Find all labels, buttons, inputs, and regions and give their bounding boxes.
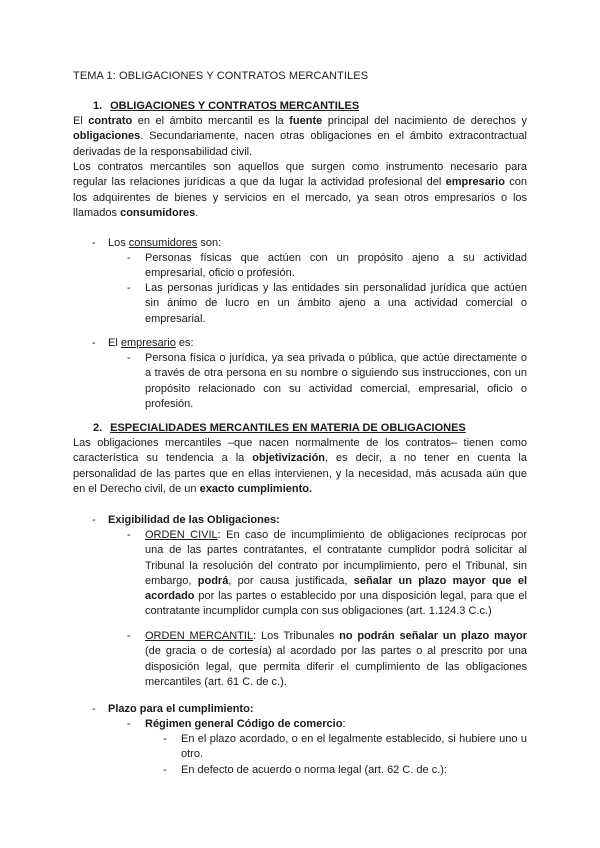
exigibilidad-heading: Exigibilidad de las Obligaciones: bbox=[108, 514, 280, 526]
empresario-item-1: Persona física o jurídica, ya sea privada o pública, que actúe directamente o a través de otra persona en su nombre o siguiendo sus instrucciones, con un propósito relacionado con su actividad comercial, empresarial, oficio o profesión. bbox=[145, 352, 527, 410]
section-1-title: OBLIGACIONES Y CONTRATOS MERCANTILES bbox=[110, 100, 360, 112]
consumidores-item-1: Personas físicas que actúen con un propósito ajeno a su actividad empresarial, oficio o profesión. bbox=[145, 252, 527, 280]
orden-mercantil-item: ORDEN MERCANTIL: Los Tribunales no podrán señalar un plazo mayor (de gracia o de cortesía) al acordado por las partes o al prescrito por una disposición legal, que permita diferir el cumplimiento de las obligaciones mercantiles (art. 61 C. de c.). bbox=[145, 630, 527, 688]
section-1-number: 1. bbox=[93, 100, 103, 112]
empresario-label: El empresario es: bbox=[108, 337, 194, 349]
section-2-heading bbox=[93, 421, 466, 436]
consumidores-item-2: Las personas jurídicas y las entidades sin personalidad jurídica que actúen sin ánimo de lucro en un ámbito ajeno a una actividad comercial o empresarial. bbox=[145, 282, 527, 325]
orden-civil-item: ORDEN CIVIL: En caso de incumplimiento de obligaciones recíprocas por una de las partes contratantes, el contratante cumplidor podrá solicitar al Tribunal la resolución del contrato por incumplimiento, pero el Tribunal, sin embargo, podrá, por causa justificada, señalar un plazo mayor que el acordado por las partes o establecido por una disposición legal, para que el contratante incumplidor cumpla con sus obligaciones (art. 1.124.3 C.c.) bbox=[145, 529, 527, 618]
consumidores-label: Los consumidores son: bbox=[108, 237, 222, 249]
document-title: TEMA 1: OBLIGACIONES Y CONTRATOS MERCANTILES bbox=[73, 70, 369, 82]
section-1-heading bbox=[93, 99, 359, 114]
section-2-title: ESPECIALIDADES MERCANTILES EN MATERIA DE OBLIGACIONES bbox=[110, 422, 466, 434]
regimen-general-heading: Régimen general Código de comercio: bbox=[145, 718, 346, 730]
section-1-paragraph-1: El contrato en el ámbito mercantil es la fuente principal del nacimiento de derechos y obligaciones. Secundariamente, nacen otras obligaciones en el ámbito extracontractual derivadas de la responsabilidad civil. bbox=[73, 115, 527, 158]
document-page: TEMA 1: OBLIGACIONES Y CONTRATOS MERCANTILES 1. OBLIGACIONES Y CONTRATOS MERCANTILES El contrato en el ámbito mercantil es la fuente principal del nacimiento de derechos y obligaciones. Secundariamente, nacen otras obligaciones en el ámbito extracontractual derivadas de la responsabilidad civil. Los contratos mercantiles son aquellos que surgen como instrumento necesario para regular las relaciones jurídicas a que da lugar la actividad profesional del empresario con los adquirentes de bienes y servicios en el mercado, ya sean otros empresarios o los llamados consumidores. - Los consumidores son: - Personas físicas que actúen con un propósito ajeno a su actividad empresarial, oficio o profesión. - Las personas jurídicas y las entidades sin personalidad jurídica que actúen sin ánimo de lucro en un ámbito ajeno a una actividad comercial o empresarial. - El empresario es: - Persona física o jurídica, ya sea privada o pública, que actúe directamente o a través de otra persona en su nombre o siguiendo sus instrucciones, con un propósito relacionado con su actividad comercial, empresarial, oficio o profesión. 2. ESPECIALIDADES MERCANTILES EN MATERIA DE OBLIGACIONES Las obligaciones mercantiles –que nacen normalmente de los contratos– tienen como característica su tendencia a la objetivización, es decir, a no tener en cuenta la personalidad de las partes que en ellas intervienen, y la necesidad, más acusada aún que en el Derecho civil, de un exacto cumplimiento. - Exigibilidad de las Obligaciones: - ORDEN CIVIL: En caso de incumplimiento de obligaciones recíprocas por una de las partes contratantes, el contratante cumplidor podrá solicitar al Tribunal la resolución del contrato por incumplimiento, pero el Tribunal, sin embargo, podrá, por causa justificada, señalar un plazo mayor que el acordado por las partes o establecido por una disposición legal, para que el contratante incumplidor cumpla con sus obligaciones (art. 1.124.3 C.c.) - ORDEN MERCANTIL: Los Tribunales no podrán señalar un plazo mayor (de gracia o de cortesía) al acordado por las partes o al prescrito por una disposición legal, que permita diferir el cumplimiento de las obligaciones mercantiles (art. 61 C. de c.). - Plazo para el cumplimiento: - Régimen general Código de comercio: - En el plazo acordado, o en el legalmente establecido, si hubiere uno u otro. - En defecto de acuerdo o norma legal (art. 62 C. de c.): bbox=[0, 0, 600, 848]
orden-civil-label: ORDEN CIVIL bbox=[145, 529, 218, 541]
section-2-paragraph-1: Las obligaciones mercantiles –que nacen normalmente de los contratos– tienen como característica su tendencia a la objetivización, es decir, a no tener en cuenta la personalidad de las partes que en ellas intervienen, y la necesidad, más acusada aún que en el Derecho civil, de un exacto cumplimiento. bbox=[73, 437, 527, 495]
plazo-heading: Plazo para el cumplimiento: bbox=[108, 703, 254, 715]
section-1-paragraph-2: Los contratos mercantiles son aquellos que surgen como instrumento necesario para regular las relaciones jurídicas a que da lugar la actividad profesional del empresario con los adquirentes de bienes y servicios en el mercado, ya sean otros empresarios o los llamados consumidores. bbox=[73, 161, 527, 219]
section-2-number: 2. bbox=[93, 422, 103, 434]
plazo-item-2: En defecto de acuerdo o norma legal (art. 62 C. de c.): bbox=[181, 764, 447, 776]
plazo-item-1: En el plazo acordado, o en el legalmente establecido, si hubiere uno u otro. bbox=[181, 733, 527, 761]
orden-mercantil-label: ORDEN MERCANTIL bbox=[145, 630, 254, 642]
